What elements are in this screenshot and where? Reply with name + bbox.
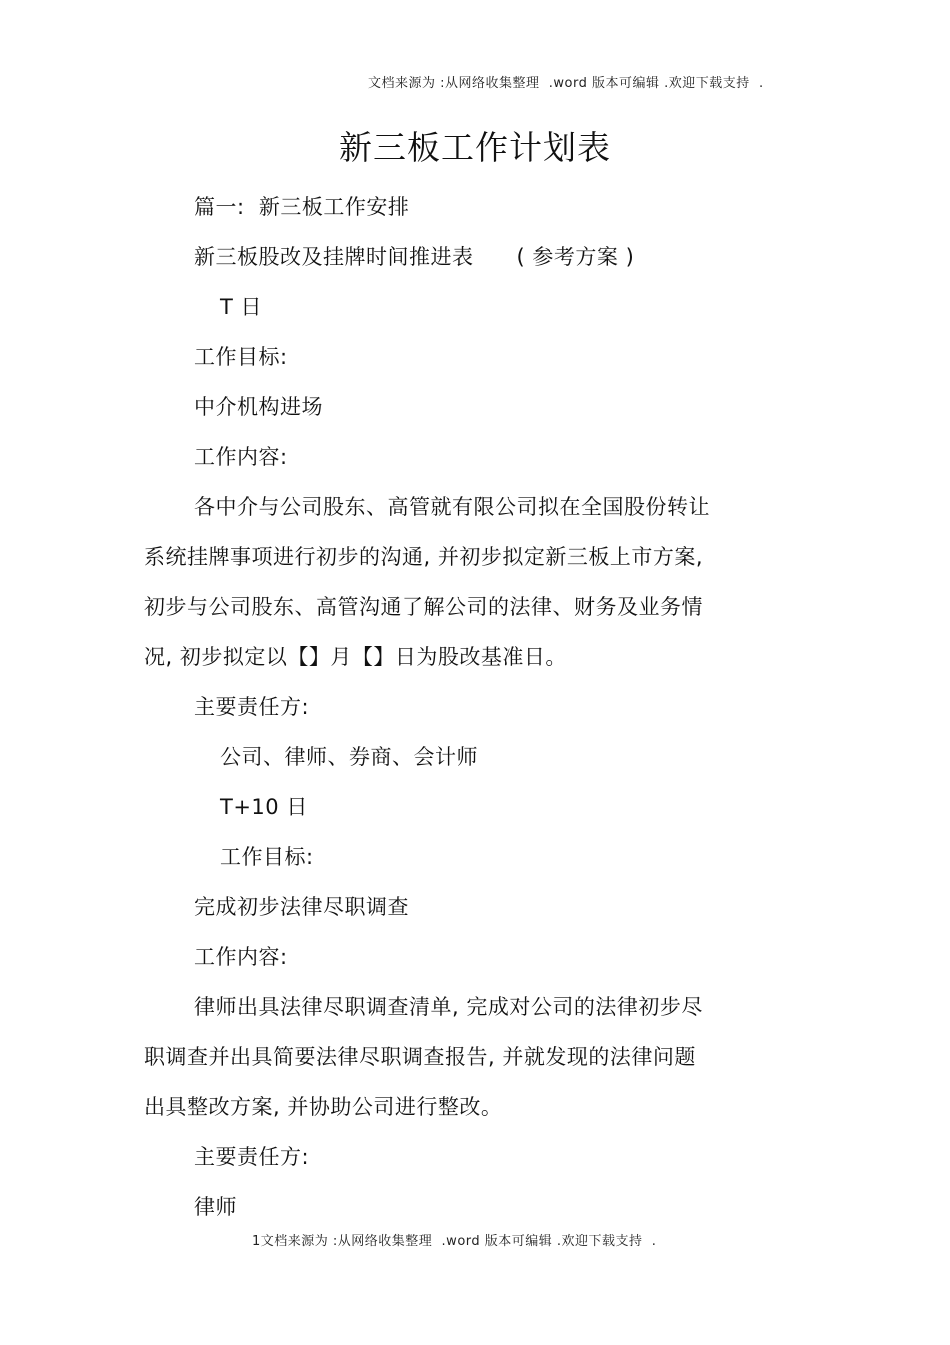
responsible-parties: 律师 (194, 1195, 237, 1219)
day-label-t10: T+10 日 (220, 795, 308, 819)
content-paragraph-line: 出具整改方案, 并协助公司进行整改。 (144, 1095, 503, 1119)
day-label-t: T 日 (220, 295, 263, 319)
content-paragraph-line: 况, 初步拟定以【】月【】日为股改基准日。 (144, 645, 567, 669)
header-source-note: 文档来源为 :从网络收集整理 .word 版本可编辑 .欢迎下载支持 . (368, 76, 764, 91)
content-paragraph-line: 各中介与公司股东、高管就有限公司拟在全国股份转让 (194, 495, 710, 519)
goal-label: 工作目标: (194, 345, 288, 369)
document-title: 新三板工作计划表 (339, 128, 611, 167)
content-paragraph-line: 初步与公司股东、高管沟通了解公司的法律、财务及业务情 (144, 595, 703, 619)
schedule-subtitle: 新三板股改及挂牌时间推进表 ( 参考方案 ) (194, 245, 635, 269)
section-heading: 篇一: 新三板工作安排 (194, 195, 410, 219)
goal-text: 中介机构进场 (194, 395, 323, 419)
responsible-label: 主要责任方: (194, 695, 310, 719)
content-paragraph-line: 职调查并出具简要法律尽职调查报告, 并就发现的法律问题 (144, 1045, 696, 1069)
content-paragraph-line: 系统挂牌事项进行初步的沟通, 并初步拟定新三板上市方案, (144, 545, 704, 569)
goal-label: 工作目标: (220, 845, 314, 869)
goal-text: 完成初步法律尽职调查 (194, 895, 409, 919)
responsible-parties: 公司、律师、券商、会计师 (220, 745, 478, 769)
content-paragraph-line: 律师出具法律尽职调查清单, 完成对公司的法律初步尽 (194, 995, 703, 1019)
content-label: 工作内容: (194, 945, 288, 969)
responsible-label: 主要责任方: (194, 1145, 310, 1169)
content-label: 工作内容: (194, 445, 288, 469)
footer-source-note: 1文档来源为 :从网络收集整理 .word 版本可编辑 .欢迎下载支持 . (252, 1234, 657, 1249)
